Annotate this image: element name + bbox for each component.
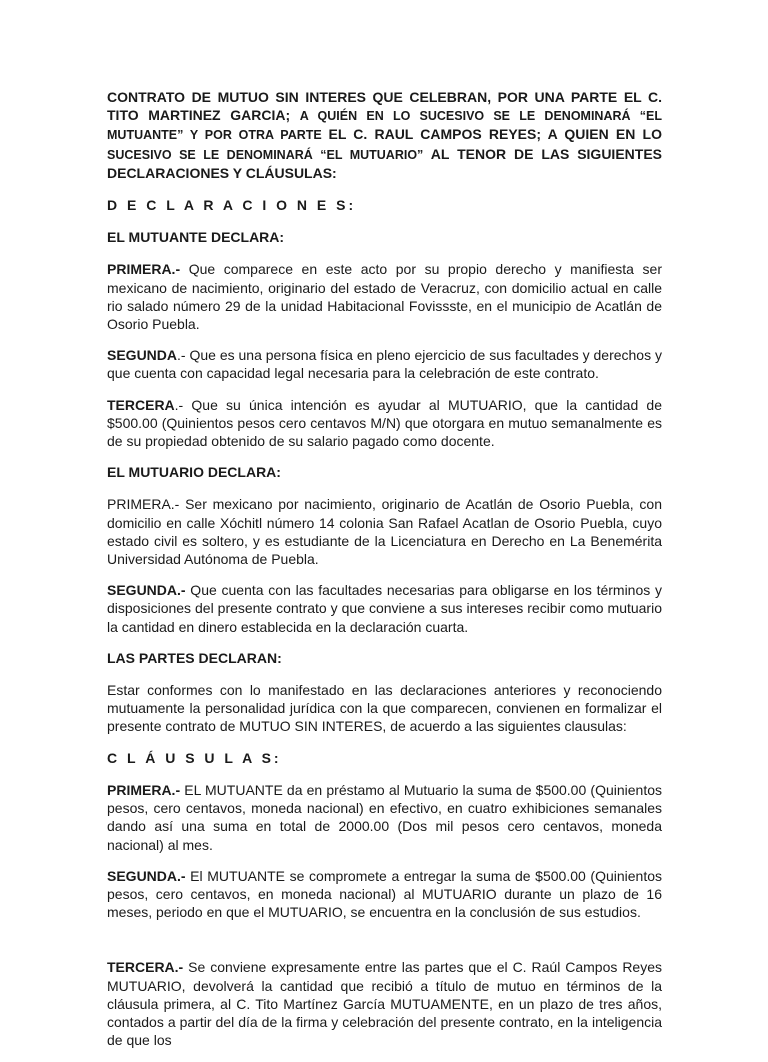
mutuante-segunda-label: SEGUNDA xyxy=(107,347,178,364)
partes-heading: LAS PARTES DECLARAN: xyxy=(107,649,282,666)
mutuario-segunda xyxy=(107,581,662,636)
title-part-4: SUCESIVO SE LE DENOMINARÁ “EL MUTUARIO” xyxy=(107,147,431,162)
clausula-primera xyxy=(107,781,662,854)
declaraciones-heading: D E C L A R A C I O N E S: xyxy=(107,197,357,214)
clausula-segunda-text: El MUTUANTE se compromete a entregar la suma de $500.00 (Quinientos pesos, cero centavos, en moneda nacional) al MUTUARIO durante un plazo de 16 meses, periodo en que el MUTUARIO, se encuentra en la conclusión de sus estudios. xyxy=(107,867,662,921)
clausula-segunda-label: SEGUNDA.- xyxy=(107,867,186,884)
contract-title xyxy=(107,88,662,182)
title-part-1: CONTRATO DE MUTUO SIN INTERES QUE CELEBRAN, POR UNA PARTE EL C. TITO MARTINEZ GARCIA; xyxy=(107,89,662,124)
clausula-tercera xyxy=(107,958,662,1049)
clausulas-heading: C L Á U S U L A S: xyxy=(107,749,282,766)
contract-document xyxy=(107,88,662,1062)
mutuante-segunda-text: .- Que es una persona física en pleno ejercicio de sus facultades y derechos y que cuenta con capacidad legal necesaria para la celebración de este contrato. xyxy=(107,347,662,382)
clausula-primera-text: EL MUTUANTE da en préstamo al Mutuario la suma de $500.00 (Quinientos pesos, cero centavos, moneda nacional) en efectivo, en cuatro exhibiciones semanales dando así una suma en total de 2000.00 (Dos mil pesos cero centavos, moneda nacional) al mes. xyxy=(107,781,662,853)
mutuante-segunda xyxy=(107,346,662,382)
mutuante-primera-label: PRIMERA.- xyxy=(107,261,181,278)
clausula-segunda xyxy=(107,867,662,922)
mutuante-tercera xyxy=(107,396,662,451)
mutuante-primera-text: Que comparece en este acto por su propio derecho y manifiesta ser mexicano de nacimiento, originario del estado de Veracruz, con domicilio actual en calle rio salado número 29 de la unidad Habitacional Fovissste, en el municipio de Acatlán de Osorio Puebla. xyxy=(107,261,662,333)
mutuante-primera xyxy=(107,260,662,333)
partes-text: Estar conformes con lo manifestado en las declaraciones anteriores y reconociendo mutuamente la personalidad jurídica con la que comparecen, convienen en formalizar el presente contrato de MUTUO SIN INTERES, de acuerdo a las siguientes clausulas: xyxy=(107,682,662,735)
mutuario-primera: PRIMERA.- Ser mexicano por nacimiento, originario de Acatlán de Osorio Puebla, con domicilio en calle Xóchitl número 14 colonia San Rafael Acatlan de Osorio Puebla, cuyo estado civil es soltero, y es estudiante de la Licenciatura en Derecho en La Benemérita Universidad Autónoma de Puebla. xyxy=(107,496,662,568)
title-part-5: AL TENOR DE LAS SIGUIENTES DECLARACIONES Y CLÁUSULAS: xyxy=(107,145,662,181)
mutuario-segunda-text: Que cuenta con las facultades necesarias para obligarse en los términos y disposiciones del presente contrato y que conviene a sus intereses recibir como mutuario la cantidad en dinero establecida en la declaración cuarta. xyxy=(107,582,662,635)
title-part-2: A QUIÉN EN LO SUCESIVO SE LE DENOMINARÁ “EL MUTUANTE” Y POR OTRA PARTE xyxy=(107,109,662,143)
clausula-primera-label: PRIMERA.- xyxy=(107,781,181,798)
title-part-3: EL C. RAUL CAMPOS REYES; A QUIEN EN LO xyxy=(328,126,662,143)
mutuario-heading: EL MUTUARIO DECLARA: xyxy=(107,464,281,481)
paragraph-spacer xyxy=(107,934,662,958)
mutuante-tercera-label: TERCERA xyxy=(107,396,175,413)
clausula-tercera-text: Se conviene expresamente entre las partes que el C. Raúl Campos Reyes MUTUARIO, devolverá la cantidad que recibió a título de mutuo en términos de la cláusula primera, al C. Tito Martínez García MUTUAMENTE, en un plazo de tres años, contados a partir del día de la firma y celebración del presente contrato, en la inteligencia de que los xyxy=(107,959,662,1049)
clausula-tercera-label: TERCERA.- xyxy=(107,959,184,976)
mutuante-tercera-text: .- Que su única intención es ayudar al MUTUARIO, que la cantidad de $500.00 (Quinientos pesos cero centavos M/N) que otorgara en mutuo semanalmente es de su propiedad obtenido de su salario pagado como docente. xyxy=(107,396,662,450)
mutuario-segunda-label: SEGUNDA.- xyxy=(107,582,186,599)
mutuante-heading: EL MUTUANTE DECLARA: xyxy=(107,229,285,246)
